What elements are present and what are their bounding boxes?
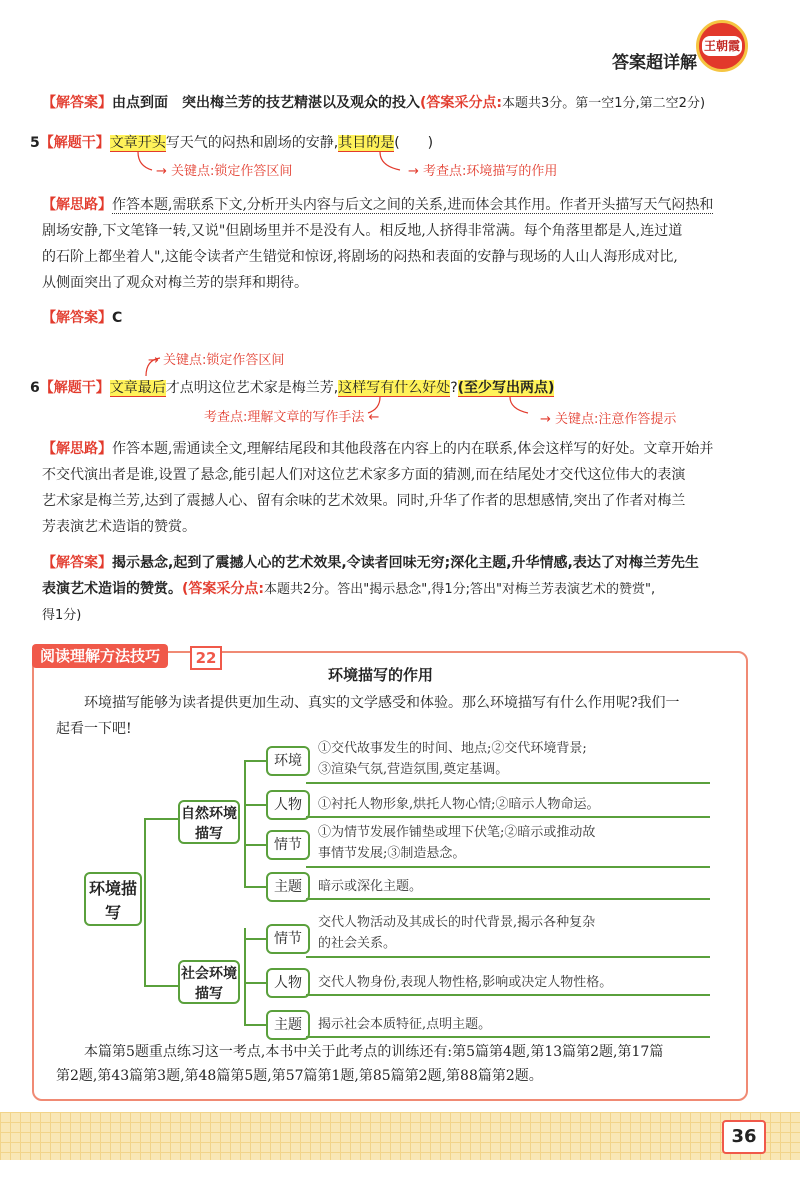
think-line-3: 艺术家是梅兰芳,达到了震撼人心、留有余味的艺术效果。同时,升华了作者的思想感情,突出了作者对梅兰 xyxy=(42,493,686,509)
connector xyxy=(244,760,266,762)
think-line-1: 作答本题,需通读全文,理解结尾段和其他段落在内容上的内在联系,体会这样写的好处。文章开始并 xyxy=(112,441,714,457)
connector xyxy=(244,938,266,940)
brand-logo xyxy=(696,20,748,72)
footer-band xyxy=(0,1112,800,1160)
answer-text: C xyxy=(112,310,123,326)
stem-highlight-1: 文章最后 xyxy=(109,380,166,396)
think-line-4: 芳表演艺术造诣的赞赏。 xyxy=(42,519,196,535)
connector xyxy=(244,886,266,888)
social-node: 社会环境描写 xyxy=(178,960,240,1004)
stem-tag: 【解题干】 xyxy=(39,135,110,151)
stem-end: ( ) xyxy=(394,135,434,151)
connector xyxy=(244,982,266,984)
q6-thinking xyxy=(42,436,762,540)
q6-note-right: → 关键点:注意作答提示 xyxy=(540,412,677,427)
answer-tag: 【解答案】 xyxy=(42,555,112,571)
social-item-plot-text: 交代人物活动及其成长的时代背景,揭示各种复杂 的社会关系。 xyxy=(318,915,596,951)
connector xyxy=(306,782,710,784)
connector xyxy=(144,985,178,987)
connector xyxy=(306,898,710,900)
connector xyxy=(306,816,710,818)
connector xyxy=(244,804,266,806)
connector xyxy=(244,928,246,1024)
answer-text: 由点到面 突出梅兰芳的技艺精湛以及观众的投入 xyxy=(112,95,420,111)
page-number: 36 xyxy=(722,1120,766,1154)
method-footer xyxy=(56,1040,736,1088)
score-line-2: 得1分) xyxy=(42,608,82,623)
social-item-theme: 主题 xyxy=(266,1010,310,1040)
social-item-character-text: 交代人物身份,表现人物性格,影响或决定人物性格。 xyxy=(318,975,613,990)
stem-highlight-2: 这样写有什么好处 xyxy=(338,380,451,396)
score-tag: (答案采分点: xyxy=(420,95,502,111)
score-tag: (答案采分点: xyxy=(182,581,264,597)
social-item-theme-text: 揭示社会本质特征,点明主题。 xyxy=(318,1017,492,1032)
question-number: 5 xyxy=(30,135,40,151)
logo-text: 王朝霞 xyxy=(702,36,742,56)
think-line-3: 的石阶上都坐着人",这能令读者产生错觉和惊讶,将剧场的闷热和表面的安静与现场的人山人海形成对比, xyxy=(42,249,678,265)
stem-highlight-2: 其目的是 xyxy=(338,135,395,151)
connector xyxy=(306,1036,710,1038)
social-item-character: 人物 xyxy=(266,968,310,998)
connector xyxy=(144,818,146,986)
connector xyxy=(244,844,266,846)
social-item-plot: 情节 xyxy=(266,924,310,954)
natural-item-theme-text: 暗示或深化主题。 xyxy=(318,879,423,894)
stem-highlight-3: (至少写出两点) xyxy=(457,380,555,396)
q5-note-key: → 关键点:锁定作答区间 xyxy=(156,164,293,179)
natural-item-plot-text: ①为情节发展作铺垫或埋下伏笔;②暗示或推动故 事情节发展;③制造悬念。 xyxy=(318,825,596,861)
stem-mid: 写天气的闷热和剧场的安静, xyxy=(165,135,339,151)
natural-item-plot: 情节 xyxy=(266,830,310,860)
method-number: 22 xyxy=(190,646,222,670)
answer-tag: 【解答案】 xyxy=(42,310,112,326)
q4-answer xyxy=(42,90,762,117)
q6-note-top: → 关键点:锁定作答区间 xyxy=(148,353,285,368)
score-text: 本题共3分。第一空1分,第二空2分) xyxy=(502,96,706,111)
think-line-2: 不交代演出者是谁,设置了悬念,能引起人们对这位艺术家多方面的猜测,而在结尾处才交代这位伟大的表演 xyxy=(42,467,686,483)
natural-item-environment: 环境 xyxy=(266,746,310,776)
q6-answer xyxy=(42,550,762,629)
stem-tag: 【解题干】 xyxy=(39,380,110,396)
natural-item-theme: 主题 xyxy=(266,872,310,902)
think-line-2: 剧场安静,下文笔锋一转,又说"但剧场里并不是没有人。相反地,人挤得非常满。每个角落里都是人,连过道 xyxy=(42,223,683,239)
q6-note-mid: 考查点:理解文章的写作手法 ← xyxy=(204,410,380,425)
think-tag: 【解思路】 xyxy=(42,441,112,457)
connector xyxy=(144,818,178,820)
stem-mid: 才点明这位艺术家是梅兰芳, xyxy=(165,380,339,396)
root-node: 环境描写 xyxy=(84,872,142,926)
connector xyxy=(306,866,710,868)
answer-line-1: 揭示悬念,起到了震撼人心的艺术效果,令读者回味无穷;深化主题,升华情感,表达了对梅兰芳先生 xyxy=(112,555,699,571)
footer-line-1: 本篇第5题重点练习这一考点,本书中关于此考点的训练还有:第5篇第4题,第13篇第2题,第17篇 xyxy=(84,1044,664,1060)
think-tag: 【解思路】 xyxy=(42,197,112,213)
think-line-1: 作答本题,需联系下文,分析开头内容与后文之间的关系,进而体会其作用。作者开头描写天气闷热和 xyxy=(112,197,714,213)
answer-line-2: 表演艺术造诣的赞赏。 xyxy=(42,581,182,597)
header-title: 答案超详解 xyxy=(612,53,697,73)
think-line-4: 从侧面突出了观众对梅兰芳的崇拜和期待。 xyxy=(42,275,308,291)
footer-line-2: 第2题,第43篇第3题,第48篇第5题,第57篇第1题,第85篇第2题,第88篇第2题。 xyxy=(56,1068,543,1084)
connector xyxy=(306,956,710,958)
q5-answer xyxy=(42,305,122,331)
method-label: 阅读理解方法技巧 xyxy=(32,644,168,668)
natural-item-character-text: ①衬托人物形象,烘托人物心情;②暗示人物命运。 xyxy=(318,797,600,812)
q5-note-exam: → 考查点:环境描写的作用 xyxy=(408,164,558,179)
natural-node: 自然环境描写 xyxy=(178,800,240,844)
answer-tag: 【解答案】 xyxy=(42,95,112,111)
q5-thinking xyxy=(42,192,762,296)
natural-item-character: 人物 xyxy=(266,790,310,820)
connector xyxy=(306,994,710,996)
intro-line-2: 起看一下吧! xyxy=(56,721,132,737)
natural-item-environment-text: ①交代故事发生的时间、地点;②交代环境背景; ③渲染气氛,营造氛围,奠定基调。 xyxy=(318,741,587,777)
connector xyxy=(244,760,246,886)
stem-question-mark: ? xyxy=(450,380,458,396)
connector xyxy=(244,1024,266,1026)
question-number: 6 xyxy=(30,380,40,396)
score-line-1: 本题共2分。答出"揭示悬念",得1分;答出"对梅兰芳表演艺术的赞赏", xyxy=(264,582,656,597)
method-intro xyxy=(56,690,726,742)
stem-highlight-1: 文章开头 xyxy=(109,135,166,151)
method-title: 环境描写的作用 xyxy=(328,666,434,684)
intro-line-1: 环境描写能够为读者提供更加生动、真实的文学感受和体验。那么环境描写有什么作用呢?我们一 xyxy=(84,695,680,711)
